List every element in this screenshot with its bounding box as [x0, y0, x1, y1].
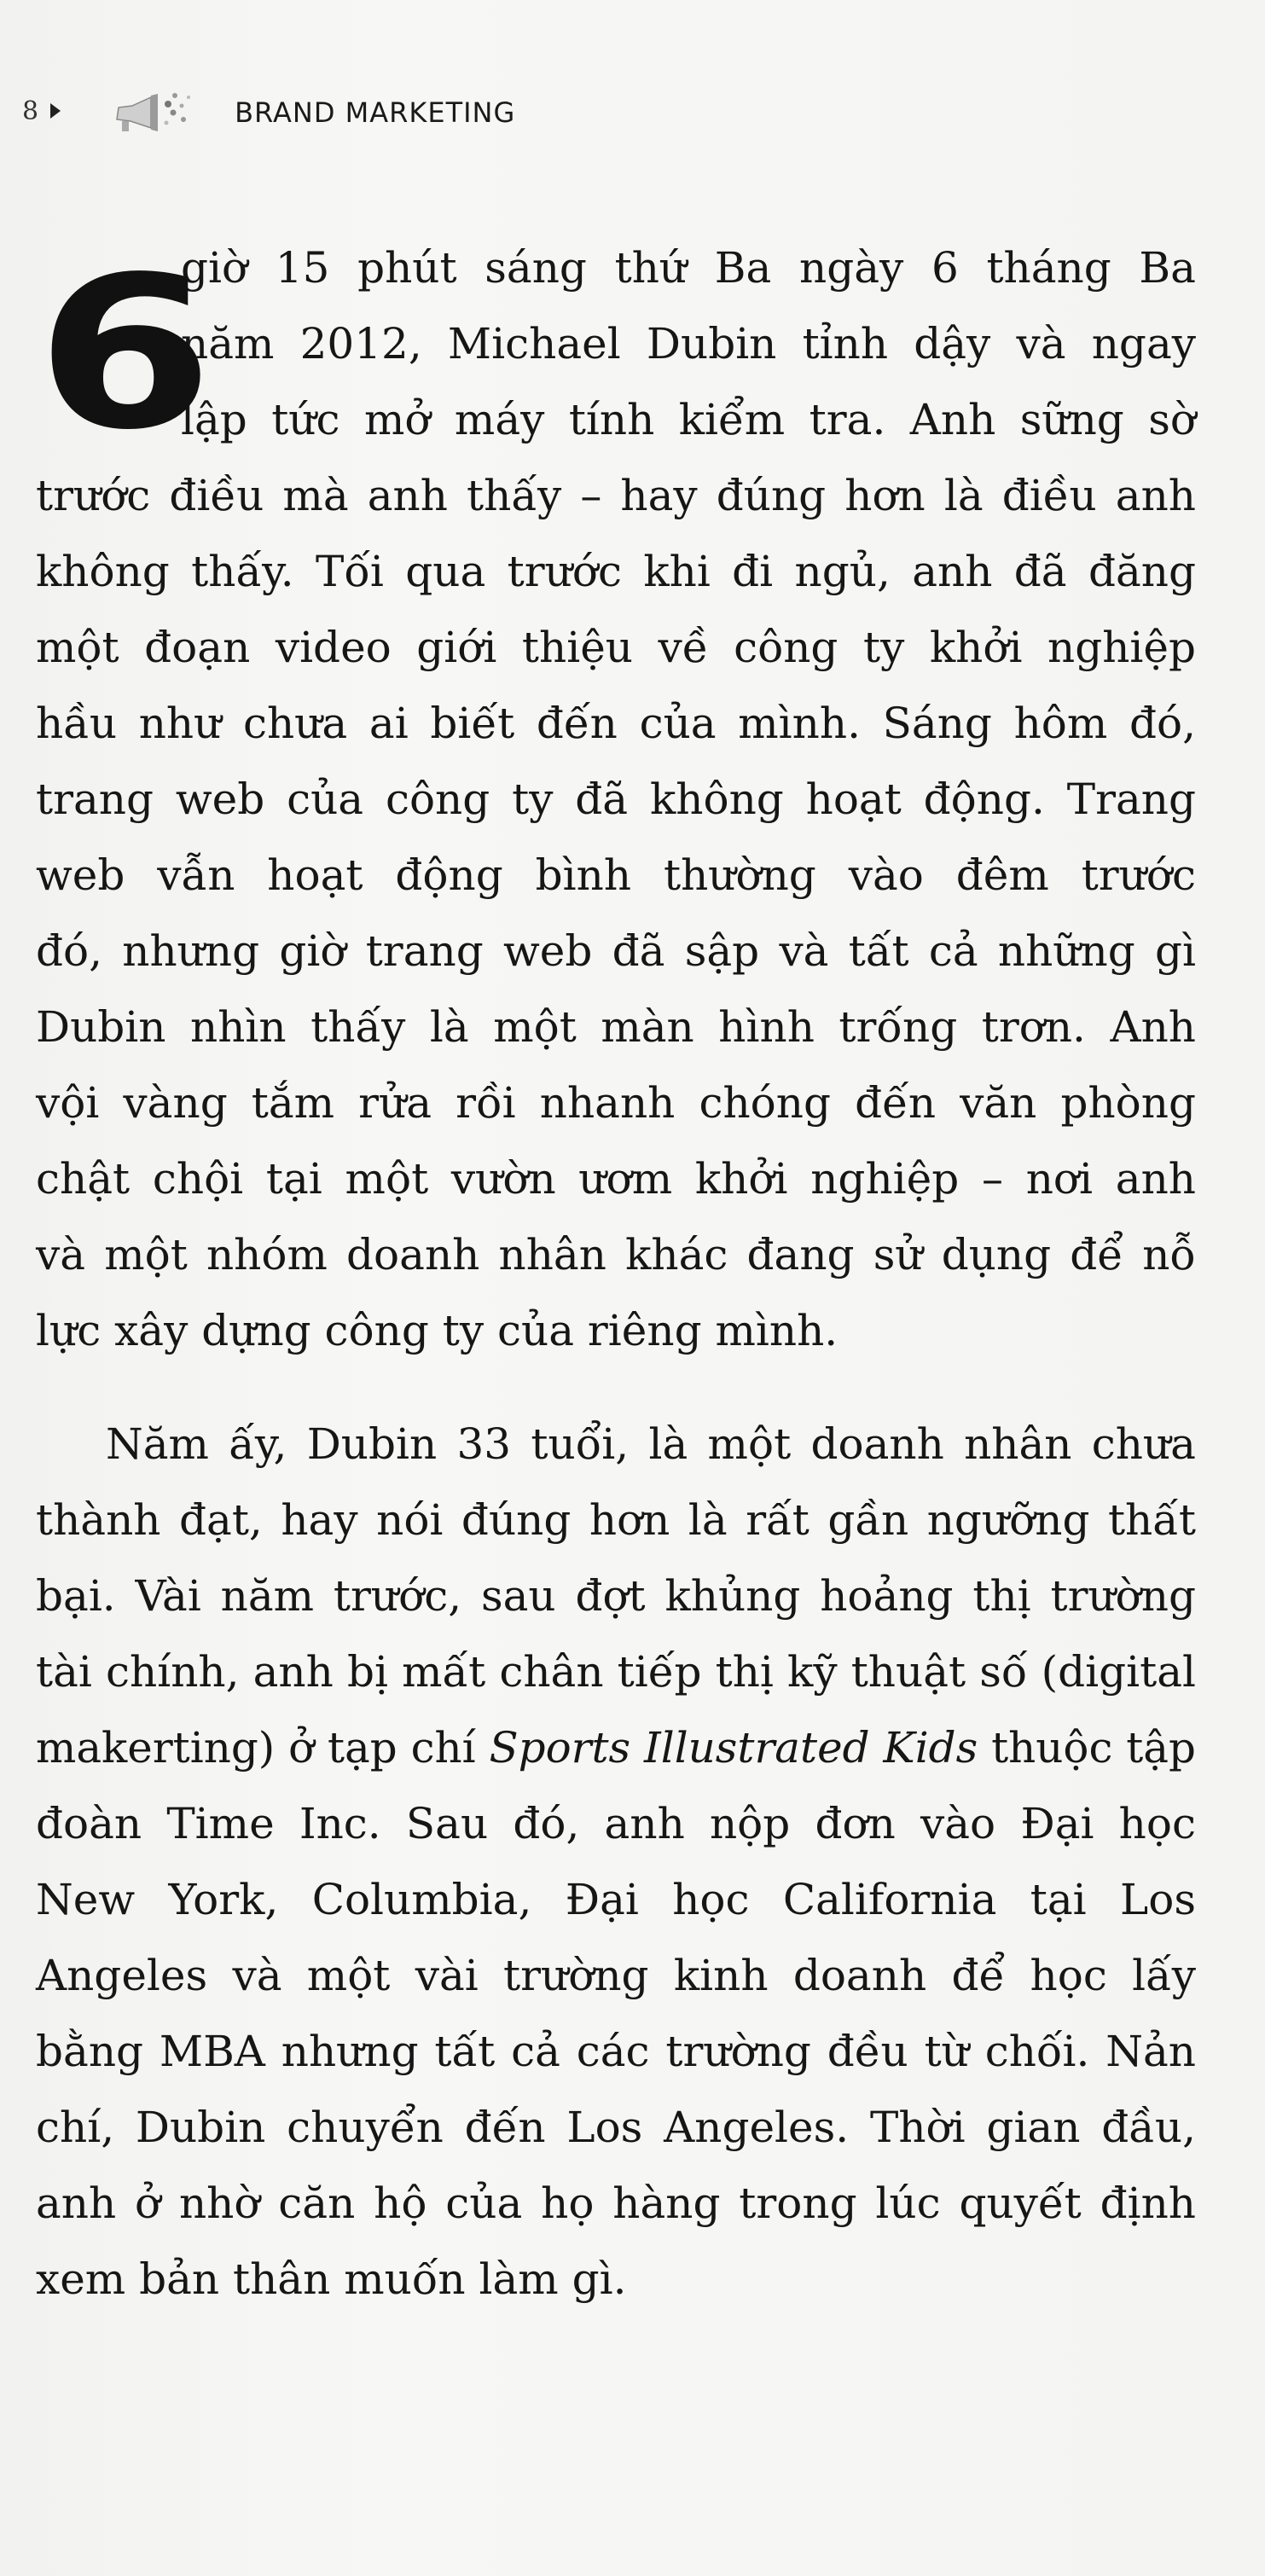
text-line: New York, Columbia, Đại học California tại Los [36, 1875, 1196, 1924]
running-title: BRAND MARKETING [235, 96, 516, 129]
text-line: Năm ấy, Dubin 33 tuổi, là một doanh nhân chưa [106, 1419, 1196, 1469]
text-line: và một nhóm doanh nhân khác đang sử dụng để nỗ [36, 1230, 1196, 1279]
text-line: trang web của công ty đã không hoạt động. Trang [36, 775, 1196, 824]
paragraph-1 [36, 230, 1196, 1369]
text-line: vội vàng tắm rửa rồi nhanh chóng đến văn phòng [36, 1078, 1196, 1128]
text-line: thành đạt, hay nói đúng hơn là rất gần ngưỡng thất [36, 1495, 1196, 1545]
text-line: xem bản thân muốn làm gì. [36, 2254, 627, 2304]
text-line: một đoạn video giới thiệu về công ty khởi nghiệp [36, 623, 1196, 672]
text-line: năm 2012, Michael Dubin tỉnh dậy và ngay [181, 319, 1196, 368]
text-line [36, 1710, 1196, 1786]
text-line: đoàn Time Inc. Sau đó, anh nộp đơn vào Đại học [36, 1799, 1196, 1848]
text-line: tài chính, anh bị mất chân tiếp thị kỹ thuật số (digital [36, 1647, 1196, 1697]
text-line: không thấy. Tối qua trước khi đi ngủ, anh đã đăng [36, 547, 1196, 596]
page-number: 8 [22, 96, 39, 126]
text-line: lập tức mở máy tính kiểm tra. Anh sững sờ [181, 395, 1196, 444]
running-header [22, 85, 515, 136]
text-line: chật chội tại một vườn ươm khởi nghiệp – nơi anh [36, 1154, 1196, 1204]
text-line: web vẫn hoạt động bình thường vào đêm trước [36, 850, 1196, 900]
arrow-right-icon [50, 103, 61, 119]
text-run: makerting) ở tạp chí [36, 1723, 490, 1772]
text-line: anh ở nhờ căn hộ của họ hàng trong lúc quyết định [36, 2179, 1196, 2228]
text-line: đó, nhưng giờ trang web đã sập và tất cả những gì [36, 926, 1196, 976]
text-line: trước điều mà anh thấy – hay đúng hơn là điều anh [36, 471, 1196, 520]
text-line: lực xây dựng công ty của riêng mình. [36, 1306, 838, 1355]
paragraph-2 [36, 1407, 1196, 2318]
text-line: bằng MBA nhưng tất cả các trường đều từ chối. Nản [36, 2027, 1196, 2076]
text-line: hầu như chưa ai biết đến của mình. Sáng hôm đó, [36, 699, 1196, 748]
megaphone-icon [107, 85, 209, 136]
paragraph-spacer [36, 1369, 1196, 1407]
text-run: thuộc tập [978, 1723, 1196, 1772]
text-line: bại. Vài năm trước, sau đợt khủng hoảng thị trường [36, 1571, 1196, 1621]
magazine-title: Sports Illustrated Kids [489, 1723, 978, 1772]
text-line: giờ 15 phút sáng thứ Ba ngày 6 tháng Ba [181, 243, 1196, 293]
text-line: Angeles và một vài trường kinh doanh để học lấy [36, 1951, 1196, 2000]
text-line: chí, Dubin chuyển đến Los Angeles. Thời gian đầu, [36, 2103, 1196, 2152]
chapter-body [36, 230, 1196, 2318]
text-line: Dubin nhìn thấy là một màn hình trống trơn. Anh [36, 1002, 1196, 1052]
drop-cap: 6 [36, 231, 206, 476]
